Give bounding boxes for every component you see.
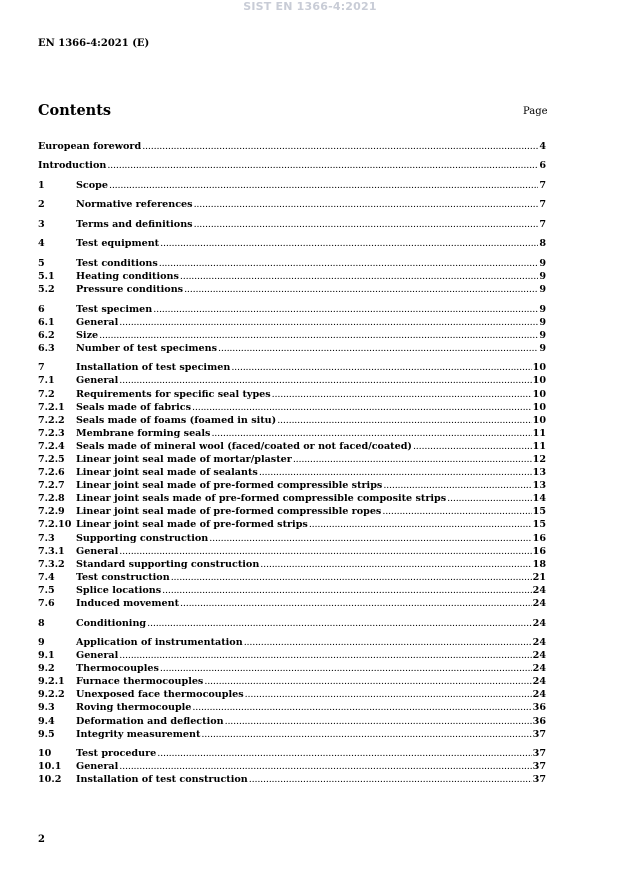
toc-entry-title: Terms and definitions [76,218,193,230]
dot-leader [277,414,531,427]
toc-entry-title: General [76,316,119,328]
toc-entry[interactable] [38,597,546,610]
toc-entry-number: 5 [38,257,45,269]
toc-entry-number: 5.2 [38,284,55,296]
toc-entry-page: 24 [532,617,546,629]
toc-entry[interactable] [38,675,546,688]
toc-entry[interactable] [38,361,546,374]
dot-leader [119,545,531,558]
toc-entry-page: 36 [532,702,546,714]
dot-leader [244,636,532,649]
dot-leader [99,329,538,342]
toc-entry-title: Test construction [76,571,170,583]
dot-leader [260,558,531,571]
toc-entry-page: 10 [532,388,546,400]
dot-leader [184,283,538,296]
dot-leader [107,159,538,172]
toc-entry-number: 7.2.4 [38,440,65,452]
toc-entry-number: 6 [38,303,45,315]
dot-leader [192,401,532,414]
toc-entry[interactable] [38,701,546,714]
dot-leader [194,218,539,231]
toc-entry-number: 7.2.1 [38,401,65,413]
toc-entry-number: 9.2 [38,663,55,675]
toc-entry-title: Linear joint seal made of pre-formed compressible strips [76,480,383,492]
toc-entry[interactable] [38,747,546,760]
toc-entry-number: 7.2.6 [38,467,65,479]
toc-entry-title: Installation of test specimen [76,362,231,374]
toc-entry-number: 9.2.1 [38,676,65,688]
dot-leader [192,701,531,714]
toc-entry-title: Seals made of fabrics [76,401,192,413]
toc-entry-title: Test conditions [76,257,158,269]
toc-entry-number: 8 [38,617,45,629]
toc-entry-title: Linear joint seal made of mortar/plaster [76,454,292,465]
toc-entry-number: 7.2.9 [38,506,65,518]
toc-entry-page: 10 [532,414,546,426]
toc-entry-number: 7.3.2 [38,558,65,570]
dot-leader [382,505,531,518]
contents-title: Contents [38,102,112,119]
toc-entry-title: Linear joint seals made of pre-formed compressible composite strips [76,493,447,505]
dot-leader [180,597,532,610]
toc-entry-number: 9.3 [38,702,55,714]
toc-entry-number: 7 [38,362,45,374]
toc-entry[interactable] [38,636,546,649]
toc-entry-number: 7.4 [38,571,55,583]
toc-entry-page: 24 [532,584,546,596]
toc-entry-page: 4 [539,141,546,152]
toc-entry[interactable] [38,492,546,505]
toc-entry[interactable] [38,329,546,342]
dot-leader [225,715,532,728]
dot-leader [147,617,532,630]
toc-entry-title: Heating conditions [76,271,179,282]
dot-leader [119,374,531,387]
toc-entry-number: 7.2.2 [38,414,65,426]
toc-entry[interactable] [38,453,546,466]
toc-entry[interactable] [38,316,546,329]
toc-entry-page: 11 [532,440,546,452]
toc-entry[interactable] [38,388,546,401]
toc-entry-title: Size [76,329,99,341]
toc-entry[interactable] [38,773,546,786]
toc-entry-title: Seals made of foams (foamed in situ) [76,414,277,426]
dot-leader [171,571,532,584]
toc-entry-page: 16 [532,532,546,544]
toc-entry-number: 7.2.7 [38,480,65,492]
toc-entry-title: Test specimen [76,303,153,315]
dot-leader [413,440,532,453]
toc-entry-title: Test equipment [76,238,160,250]
dot-leader [309,518,532,531]
toc-entry-title: Deformation and deflection [76,715,224,727]
dot-leader [160,237,538,250]
dot-leader [142,140,538,153]
toc-entry-title: Seals made of mineral wool (faced/coated or not faced/coated) [76,440,412,452]
page-number: 2 [38,834,45,845]
toc-entry-number: 6.1 [38,316,55,328]
dot-leader [119,649,531,662]
toc-entry-title: Membrane forming seals [76,427,211,439]
toc-entry-page: 24 [532,689,546,701]
toc-entry[interactable] [38,532,546,545]
dot-leader [159,257,539,270]
toc-entry[interactable] [38,649,546,662]
toc-entry-title: Unexposed face thermocouples [76,689,244,701]
toc-entry-page: 9 [539,271,546,282]
toc-entry-title: Test procedure [76,748,157,760]
toc-entry-number: 9 [38,637,45,648]
toc-entry[interactable] [38,257,546,270]
toc-entry-title: Introduction [38,160,107,172]
toc-entry[interactable] [38,283,546,296]
toc-entry-page: 24 [532,637,546,648]
toc-entry[interactable] [38,760,546,773]
toc-entry-number: 9.5 [38,728,55,740]
dot-leader [383,479,531,492]
toc-entry-page: 9 [539,329,546,341]
toc-entry-title: Induced movement [76,598,180,610]
dot-leader [447,492,532,505]
toc-entry-page: 9 [539,284,546,296]
toc-entry-title: Application of instrumentation [76,637,243,648]
toc-entry-page: 15 [532,519,546,531]
toc-entry-title: General [76,761,119,773]
toc-entry-number: 7.1 [38,375,55,387]
toc-entry-title: European foreword [38,141,142,152]
toc-entry[interactable] [38,518,546,531]
toc-entry-page: 9 [539,257,546,269]
toc-entry-page: 24 [532,598,546,610]
toc-entry-page: 10 [532,362,546,374]
dot-leader [109,179,538,192]
toc-entry-page: 7 [539,218,546,230]
toc-entry-number: 7.6 [38,598,55,610]
toc-entry[interactable] [38,218,546,231]
toc-entry-page: 16 [532,545,546,557]
dot-leader [204,675,531,688]
dot-leader [153,303,538,316]
toc-entry-number: 9.2.2 [38,689,65,701]
toc-entry-number: 6.2 [38,329,55,341]
dot-leader [157,747,531,760]
page-column-label: Page [523,106,548,117]
toc-entry-title: Linear joint seal made of pre-formed strips [76,519,308,531]
toc-entry-page: 9 [539,342,546,354]
dot-leader [218,342,538,355]
table-of-contents [38,140,546,786]
toc-entry-title: Roving thermocouple [76,702,192,714]
dot-leader [293,453,532,466]
toc-entry[interactable] [38,440,546,453]
toc-entry[interactable] [38,427,546,440]
toc-entry-page: 14 [532,493,546,505]
toc-entry-page: 10 [532,375,546,387]
toc-entry-page: 8 [539,238,546,250]
dot-leader [245,688,532,701]
toc-entry[interactable] [38,198,546,211]
toc-entry-page: 9 [539,316,546,328]
toc-entry[interactable] [38,505,546,518]
toc-entry-page: 18 [532,558,546,570]
toc-entry-title: Requirements for specific seal types [76,388,271,400]
toc-entry-title: Thermocouples [76,663,159,675]
toc-entry[interactable] [38,303,546,316]
toc-entry-number: 7.2.5 [38,454,65,465]
toc-entry-title: General [76,375,119,387]
toc-entry-title: Installation of test construction [76,774,248,786]
dot-leader [119,760,531,773]
toc-entry[interactable] [38,558,546,571]
toc-entry-title: Normative references [76,199,193,211]
toc-entry[interactable] [38,617,546,630]
toc-entry[interactable] [38,270,546,283]
dot-leader [209,532,531,545]
toc-entry-page: 7 [539,199,546,211]
toc-entry-page: 10 [532,401,546,413]
toc-entry[interactable] [38,342,546,355]
toc-entry-page: 13 [532,480,546,492]
dot-leader [194,198,539,211]
toc-entry[interactable] [38,401,546,414]
toc-entry-title: General [76,650,119,662]
toc-entry-title: Number of test specimens [76,342,218,354]
watermark: SIST EN 1366-4:2021 [243,0,377,13]
toc-entry[interactable] [38,466,546,479]
toc-entry-title: Integrity measurement [76,728,201,740]
toc-entry-number: 1 [38,179,45,191]
dot-leader [211,427,531,440]
toc-entry-title: Furnace thermocouples [76,676,204,688]
toc-entry[interactable] [38,571,546,584]
toc-entry[interactable] [38,545,546,558]
toc-entry-page: 11 [532,427,546,439]
toc-entry[interactable] [38,179,546,192]
toc-entry[interactable] [38,688,546,701]
document-id: EN 1366-4:2021 (E) [38,38,150,49]
toc-entry[interactable] [38,237,546,250]
toc-entry-number: 7.2.10 [38,519,72,531]
toc-entry-page: 37 [532,748,546,760]
toc-entry-number: 4 [38,238,45,250]
toc-entry-number: 7.3.1 [38,545,65,557]
toc-entry-title: Supporting construction [76,532,209,544]
toc-entry-title: Scope [76,179,108,191]
dot-leader [162,584,531,597]
toc-entry-title: Linear joint seal made of pre-formed compressible ropes [76,506,382,518]
dot-leader [259,466,532,479]
toc-entry-number: 9.1 [38,650,55,662]
dot-leader [231,361,531,374]
toc-entry[interactable] [38,728,546,741]
toc-entry-title: Linear joint seal made of sealants [76,467,258,479]
toc-entry-page: 37 [532,728,546,740]
toc-entry-number: 10 [38,748,52,760]
toc-entry-title: Splice locations [76,584,162,596]
toc-entry-page: 24 [532,663,546,675]
toc-entry-number: 10.2 [38,774,62,786]
toc-entry-number: 7.5 [38,584,55,596]
toc-entry-number: 7.2.8 [38,493,65,505]
toc-entry[interactable] [38,414,546,427]
toc-entry[interactable] [38,584,546,597]
dot-leader [160,662,532,675]
toc-entry-page: 15 [532,506,546,518]
toc-entry-title: General [76,545,119,557]
toc-entry-number: 2 [38,199,45,211]
toc-entry-number: 7.2.3 [38,427,65,439]
toc-entry-page: 36 [532,715,546,727]
toc-entry[interactable] [38,715,546,728]
dot-leader [180,270,538,283]
toc-entry[interactable] [38,374,546,387]
toc-entry-number: 7.2 [38,388,55,400]
toc-entry[interactable] [38,159,546,172]
toc-entry-page: 7 [539,179,546,191]
toc-entry-number: 10.1 [38,761,62,773]
toc-entry-number: 7.3 [38,532,55,544]
toc-entry-number: 3 [38,218,45,230]
toc-entry[interactable] [38,662,546,675]
toc-entry-page: 13 [532,467,546,479]
toc-entry-page: 12 [532,454,546,465]
dot-leader [249,773,532,786]
toc-entry-page: 24 [532,676,546,688]
toc-entry-page: 9 [539,303,546,315]
toc-entry[interactable] [38,140,546,153]
toc-entry-number: 6.3 [38,342,55,354]
dot-leader [201,728,531,741]
toc-entry-title: Standard supporting construction [76,558,260,570]
toc-entry-number: 5.1 [38,271,55,282]
dot-leader [119,316,538,329]
toc-entry-page: 21 [532,571,546,583]
toc-entry[interactable] [38,479,546,492]
toc-entry-page: 24 [532,650,546,662]
toc-entry-page: 37 [532,761,546,773]
toc-entry-title: Pressure conditions [76,284,184,296]
toc-entry-page: 6 [539,160,546,172]
dot-leader [272,388,532,401]
toc-entry-number: 9.4 [38,715,55,727]
toc-entry-title: Conditioning [76,617,147,629]
toc-entry-page: 37 [532,774,546,786]
